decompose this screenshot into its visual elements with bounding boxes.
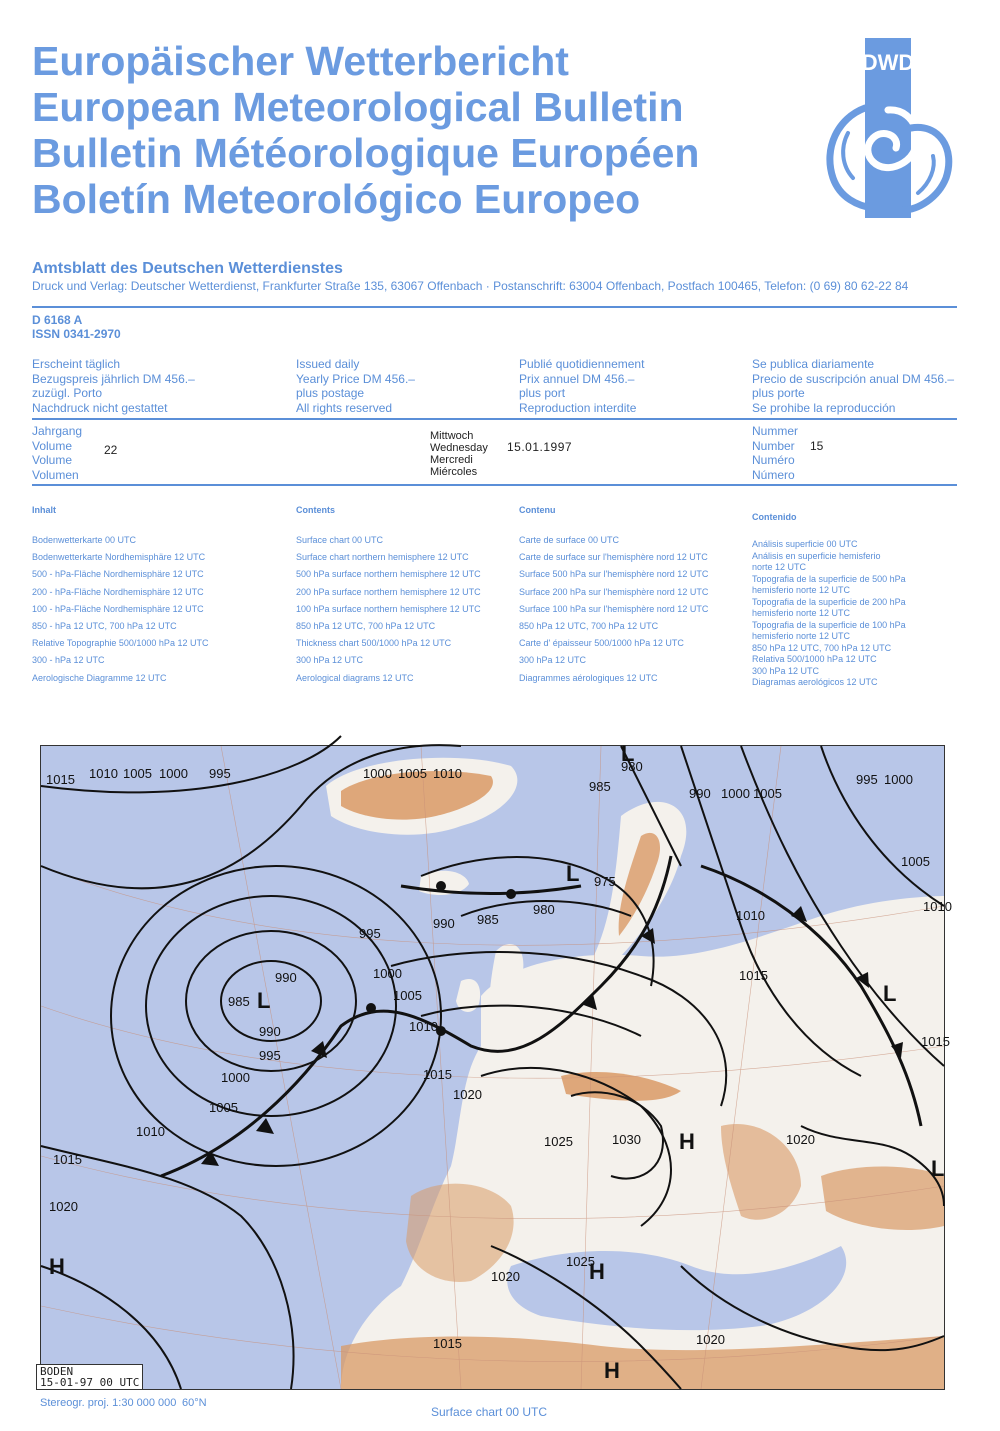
isobar-label: 985 <box>228 994 250 1009</box>
contents-en-4: 100 hPa surface northern hemisphere 12 UTC <box>296 603 481 614</box>
isobar-label: 1000 <box>884 772 913 787</box>
isobar-label: 1010 <box>923 899 952 914</box>
codes <box>32 313 121 341</box>
contents-en-6: Thickness chart 500/1000 hPa 12 UTC <box>296 638 452 649</box>
map-caption: Surface chart 00 UTC <box>431 1405 548 1419</box>
official-gazette-title: Amtsblatt des Deutschen Wetterdienstes <box>32 260 343 277</box>
isobar-label: 1005 <box>901 854 930 869</box>
map-svg <box>41 741 952 1389</box>
contents-col-en <box>296 505 481 687</box>
isobar-label: 980 <box>533 902 555 917</box>
isobar-label: 1005 <box>209 1100 238 1115</box>
contents-de-8: Aerologische Diagramme 12 UTC <box>32 672 167 683</box>
contents-es-11: 300 hPa 12 UTC <box>752 665 820 676</box>
contents-fr-7: 300 hPa 12 UTC <box>519 655 587 666</box>
contents-de-7: 300 - hPa 12 UTC <box>32 655 105 666</box>
contents-en-1: Surface chart northern hemisphere 12 UTC <box>296 552 469 563</box>
contents-fr-1: Carte de surface sur l'hemisphère nord 12 UTC <box>519 552 708 563</box>
issn-code: ISSN 0341-2970 <box>32 327 121 341</box>
number-label-en: Number <box>752 438 795 453</box>
volume-label-en: Volume <box>32 438 73 453</box>
weekday-fr: Mercredi <box>430 454 473 466</box>
volume-label-es: Volumen <box>32 467 79 482</box>
contents-heading-fr: Contenu <box>519 505 556 515</box>
isobar-label: 990 <box>275 970 297 985</box>
contents-en-7: 300 hPa 12 UTC <box>296 655 364 666</box>
contents-de-5: 850 - hPa 12 UTC, 700 hPa 12 UTC <box>32 621 177 632</box>
isobar-label: 1030 <box>612 1132 641 1147</box>
isobar-label: 1005 <box>753 786 782 801</box>
volume-value: 22 <box>104 443 118 457</box>
low-pressure-center: L <box>566 861 580 886</box>
isobar-label: 975 <box>594 874 616 889</box>
contents-en-3: 200 hPa surface northern hemisphere 12 UTC <box>296 586 481 597</box>
chart-label-boden: BODEN <box>40 1365 74 1378</box>
isobar-label: 1015 <box>739 968 768 983</box>
isobar-label: 1015 <box>53 1152 82 1167</box>
isobar-label: 995 <box>856 772 878 787</box>
isobar-label: 1000 <box>159 766 188 781</box>
pub-es-1: Precio de suscripción anual DM 456.– <box>752 371 955 386</box>
contents-de-0: Bodenwetterkarte 00 UTC <box>32 535 137 545</box>
isobar-label: 980 <box>621 759 643 774</box>
pub-fr-3: Reproduction interdite <box>519 400 637 415</box>
contents-es-7: Topografia de la superficie de 100 hPa <box>752 619 906 630</box>
low-pressure-center: L <box>621 741 635 766</box>
low-pressure-center: L <box>883 981 897 1006</box>
contents-es-9: 850 hPa 12 UTC, 700 hPa 12 UTC <box>752 642 892 653</box>
contents-de-3: 200 - hPa-Fläche Nordhemisphäre 12 UTC <box>32 586 204 597</box>
weekday-es: Miércoles <box>430 466 478 478</box>
pub-de-0: Erscheint täglich <box>32 357 121 371</box>
title-spanish: Boletín Meteorológico Europeo <box>32 176 641 222</box>
pub-fr-0: Publié quotidiennement <box>519 357 645 371</box>
contents-es-1: Análisis en superficie hemisferio <box>752 550 881 561</box>
surface-weather-map <box>40 741 952 1390</box>
pub-en-0: Issued daily <box>296 357 360 371</box>
contents-es-5: Topografia de la superficie de 200 hPa <box>752 596 906 607</box>
pub-es-0: Se publica diariamente <box>752 357 875 371</box>
number-label-es: Número <box>752 467 795 482</box>
pub-es-2: plus porte <box>752 386 805 400</box>
contents-es-8: hemisferio norte 12 UTC <box>752 631 851 641</box>
high-pressure-center: H <box>604 1358 620 1383</box>
isobar-label: 990 <box>259 1024 281 1039</box>
contents-col-es <box>752 512 906 689</box>
isobar-label: 1000 <box>221 1070 250 1085</box>
contents-es-4: hemisferio norte 12 UTC <box>752 585 851 595</box>
isobar-label: 1010 <box>736 908 765 923</box>
isobar-label: 1000 <box>363 766 392 781</box>
land-masses <box>326 758 944 1389</box>
weekday-en: Wednesday <box>430 442 488 454</box>
high-pressure-center: H <box>49 1254 65 1279</box>
number-labels <box>752 424 798 482</box>
contents-fr-6: Carte d' épaisseur 500/1000 hPa 12 UTC <box>519 638 684 649</box>
contents-es-3: Topografia de la superficie de 500 hPa <box>752 573 906 584</box>
publication-col-en <box>296 357 415 415</box>
dwd-logo <box>818 38 958 218</box>
isobar-label: 1015 <box>921 1034 950 1049</box>
isobar-label: 1015 <box>46 772 75 787</box>
isobar-label: 1010 <box>433 766 462 781</box>
low-pressure-center: L <box>257 988 271 1013</box>
projection-note: Stereogr. proj. 1:30 000 000 <box>40 1397 177 1409</box>
isobar-label: 1020 <box>491 1269 520 1284</box>
divider-3 <box>32 484 957 486</box>
isobar-label: 1005 <box>393 988 422 1003</box>
divider-1 <box>32 306 957 308</box>
contents-de-2: 500 - hPa-Fläche Nordhemisphäre 12 UTC <box>32 569 204 580</box>
isobar-label: 1015 <box>423 1067 452 1082</box>
isobar-label: 1025 <box>566 1254 595 1269</box>
contents-fr-3: Surface 200 hPa sur l'hemisphère nord 12 UTC <box>519 586 709 597</box>
number-value: 15 <box>810 439 824 453</box>
isobar-label: 995 <box>359 926 381 941</box>
isobar-label: 1010 <box>409 1019 438 1034</box>
isobar-label: 1005 <box>398 766 427 781</box>
contents-en-8: Aerological diagrams 12 UTC <box>296 672 414 683</box>
volume-label-de: Jahrgang <box>32 424 83 438</box>
contents-es-10: Relativa 500/1000 hPa 12 UTC <box>752 654 877 664</box>
pub-de-2: zuzügl. Porto <box>32 386 103 400</box>
contents-fr-4: Surface 100 hPa sur l'hemisphère nord 12 UTC <box>519 603 709 614</box>
contents-de-4: 100 - hPa-Fläche Nordhemisphäre 12 UTC <box>32 603 204 614</box>
contents-es-6: hemisferio norte 12 UTC <box>752 608 851 618</box>
code-d: D 6168 A <box>32 313 83 327</box>
contents-fr-8: Diagrammes aérologiques 12 UTC <box>519 672 658 683</box>
isobar-label: 1015 <box>433 1336 462 1351</box>
isobar-label: 1025 <box>544 1134 573 1149</box>
contents-de-6: Relative Topographie 500/1000 hPa 12 UTC <box>32 638 209 649</box>
chart-label-datetime: 15-01-97 00 UTC <box>40 1376 140 1389</box>
number-label-de: Nummer <box>752 424 799 438</box>
latitude-note: 60°N <box>182 1397 207 1409</box>
contents-fr-5: 850 hPa 12 UTC, 700 hPa 12 UTC <box>519 621 659 632</box>
contents-col-fr <box>519 505 708 687</box>
publisher-line: Druck und Verlag: Deutscher Wetterdienst, Frankfurter Straße 135, 63067 Offenbach · Postanschrift: 63004 Offenbach, Postfach 100465, Telefon: (0 69) 80 62-22 84 <box>32 279 909 293</box>
pub-de-3: Nachdruck nicht gestattet <box>32 400 168 415</box>
pub-en-3: All rights reserved <box>296 400 393 415</box>
contents-en-5: 850 hPa 12 UTC, 700 hPa 12 UTC <box>296 621 436 632</box>
chart-label-box <box>36 1364 143 1390</box>
isobar-label: 1020 <box>453 1087 482 1102</box>
isobar-label: 1020 <box>786 1132 815 1147</box>
contents-es-0: Análisis superficie 00 UTC <box>752 539 858 549</box>
isobar-label: 1005 <box>123 766 152 781</box>
publication-col-de <box>32 357 195 415</box>
isobar-label: 1020 <box>696 1332 725 1347</box>
isobar-label: 1020 <box>49 1199 78 1214</box>
logo-text: DWD <box>861 50 915 75</box>
divider-2 <box>32 418 957 420</box>
number-label-fr: Numéro <box>752 453 795 467</box>
pub-es-3: Se prohibe la reproducción <box>752 400 896 415</box>
high-pressure-center: H <box>589 1259 605 1284</box>
weekday-labels <box>430 430 488 478</box>
pub-fr-1: Prix annuel DM 456.– <box>519 371 635 386</box>
contents-de-1: Bodenwetterkarte Nordhemisphäre 12 UTC <box>32 552 206 563</box>
low-pressure-center: L <box>931 1156 945 1181</box>
title-german: Europäischer Wetterbericht <box>32 38 569 84</box>
contents-fr-2: Surface 500 hPa sur l'hemisphère nord 12 UTC <box>519 569 709 580</box>
weekday-de: Mittwoch <box>430 430 474 442</box>
pub-de-1: Bezugspreis jährlich DM 456.– <box>32 371 195 386</box>
isobar-label: 995 <box>259 1048 281 1063</box>
title-english: European Meteorological Bulletin <box>32 84 684 130</box>
isobar-label: 995 <box>209 766 231 781</box>
contents-fr-0: Carte de surface 00 UTC <box>519 535 620 545</box>
contents-heading-es: Contenido <box>752 512 797 522</box>
isobar-label: 990 <box>433 916 455 931</box>
isobar-label: 985 <box>589 779 611 794</box>
contents-col-de <box>32 505 208 687</box>
isobar-label: 985 <box>477 912 499 927</box>
isobar-label: 1000 <box>721 786 750 801</box>
contents-en-2: 500 hPa surface northern hemisphere 12 UTC <box>296 569 481 580</box>
pub-en-2: plus postage <box>296 386 365 400</box>
contents-heading-de: Inhalt <box>32 505 56 515</box>
contents-es-12: Diagramas aerológicos 12 UTC <box>752 677 878 687</box>
publication-col-es <box>752 357 954 415</box>
high-pressure-center: H <box>679 1129 695 1154</box>
volume-label-fr: Volume <box>32 453 73 467</box>
isobar-label: 990 <box>689 786 711 801</box>
isobar-label: 1010 <box>136 1124 165 1139</box>
pub-en-1: Yearly Price DM 456.– <box>296 371 415 386</box>
issue-date: 15.01.1997 <box>507 440 573 454</box>
contents-heading-en: Contents <box>296 505 335 515</box>
isobar-label: 1010 <box>89 766 118 781</box>
contents-es-2: norte 12 UTC <box>752 562 807 572</box>
contents-en-0: Surface chart 00 UTC <box>296 535 384 545</box>
volume-labels <box>32 424 82 482</box>
pub-fr-2: plus port <box>519 386 566 400</box>
isobar-label: 1000 <box>373 966 402 981</box>
title-french: Bulletin Météorologique Européen <box>32 130 700 176</box>
publication-col-fr <box>519 357 644 415</box>
